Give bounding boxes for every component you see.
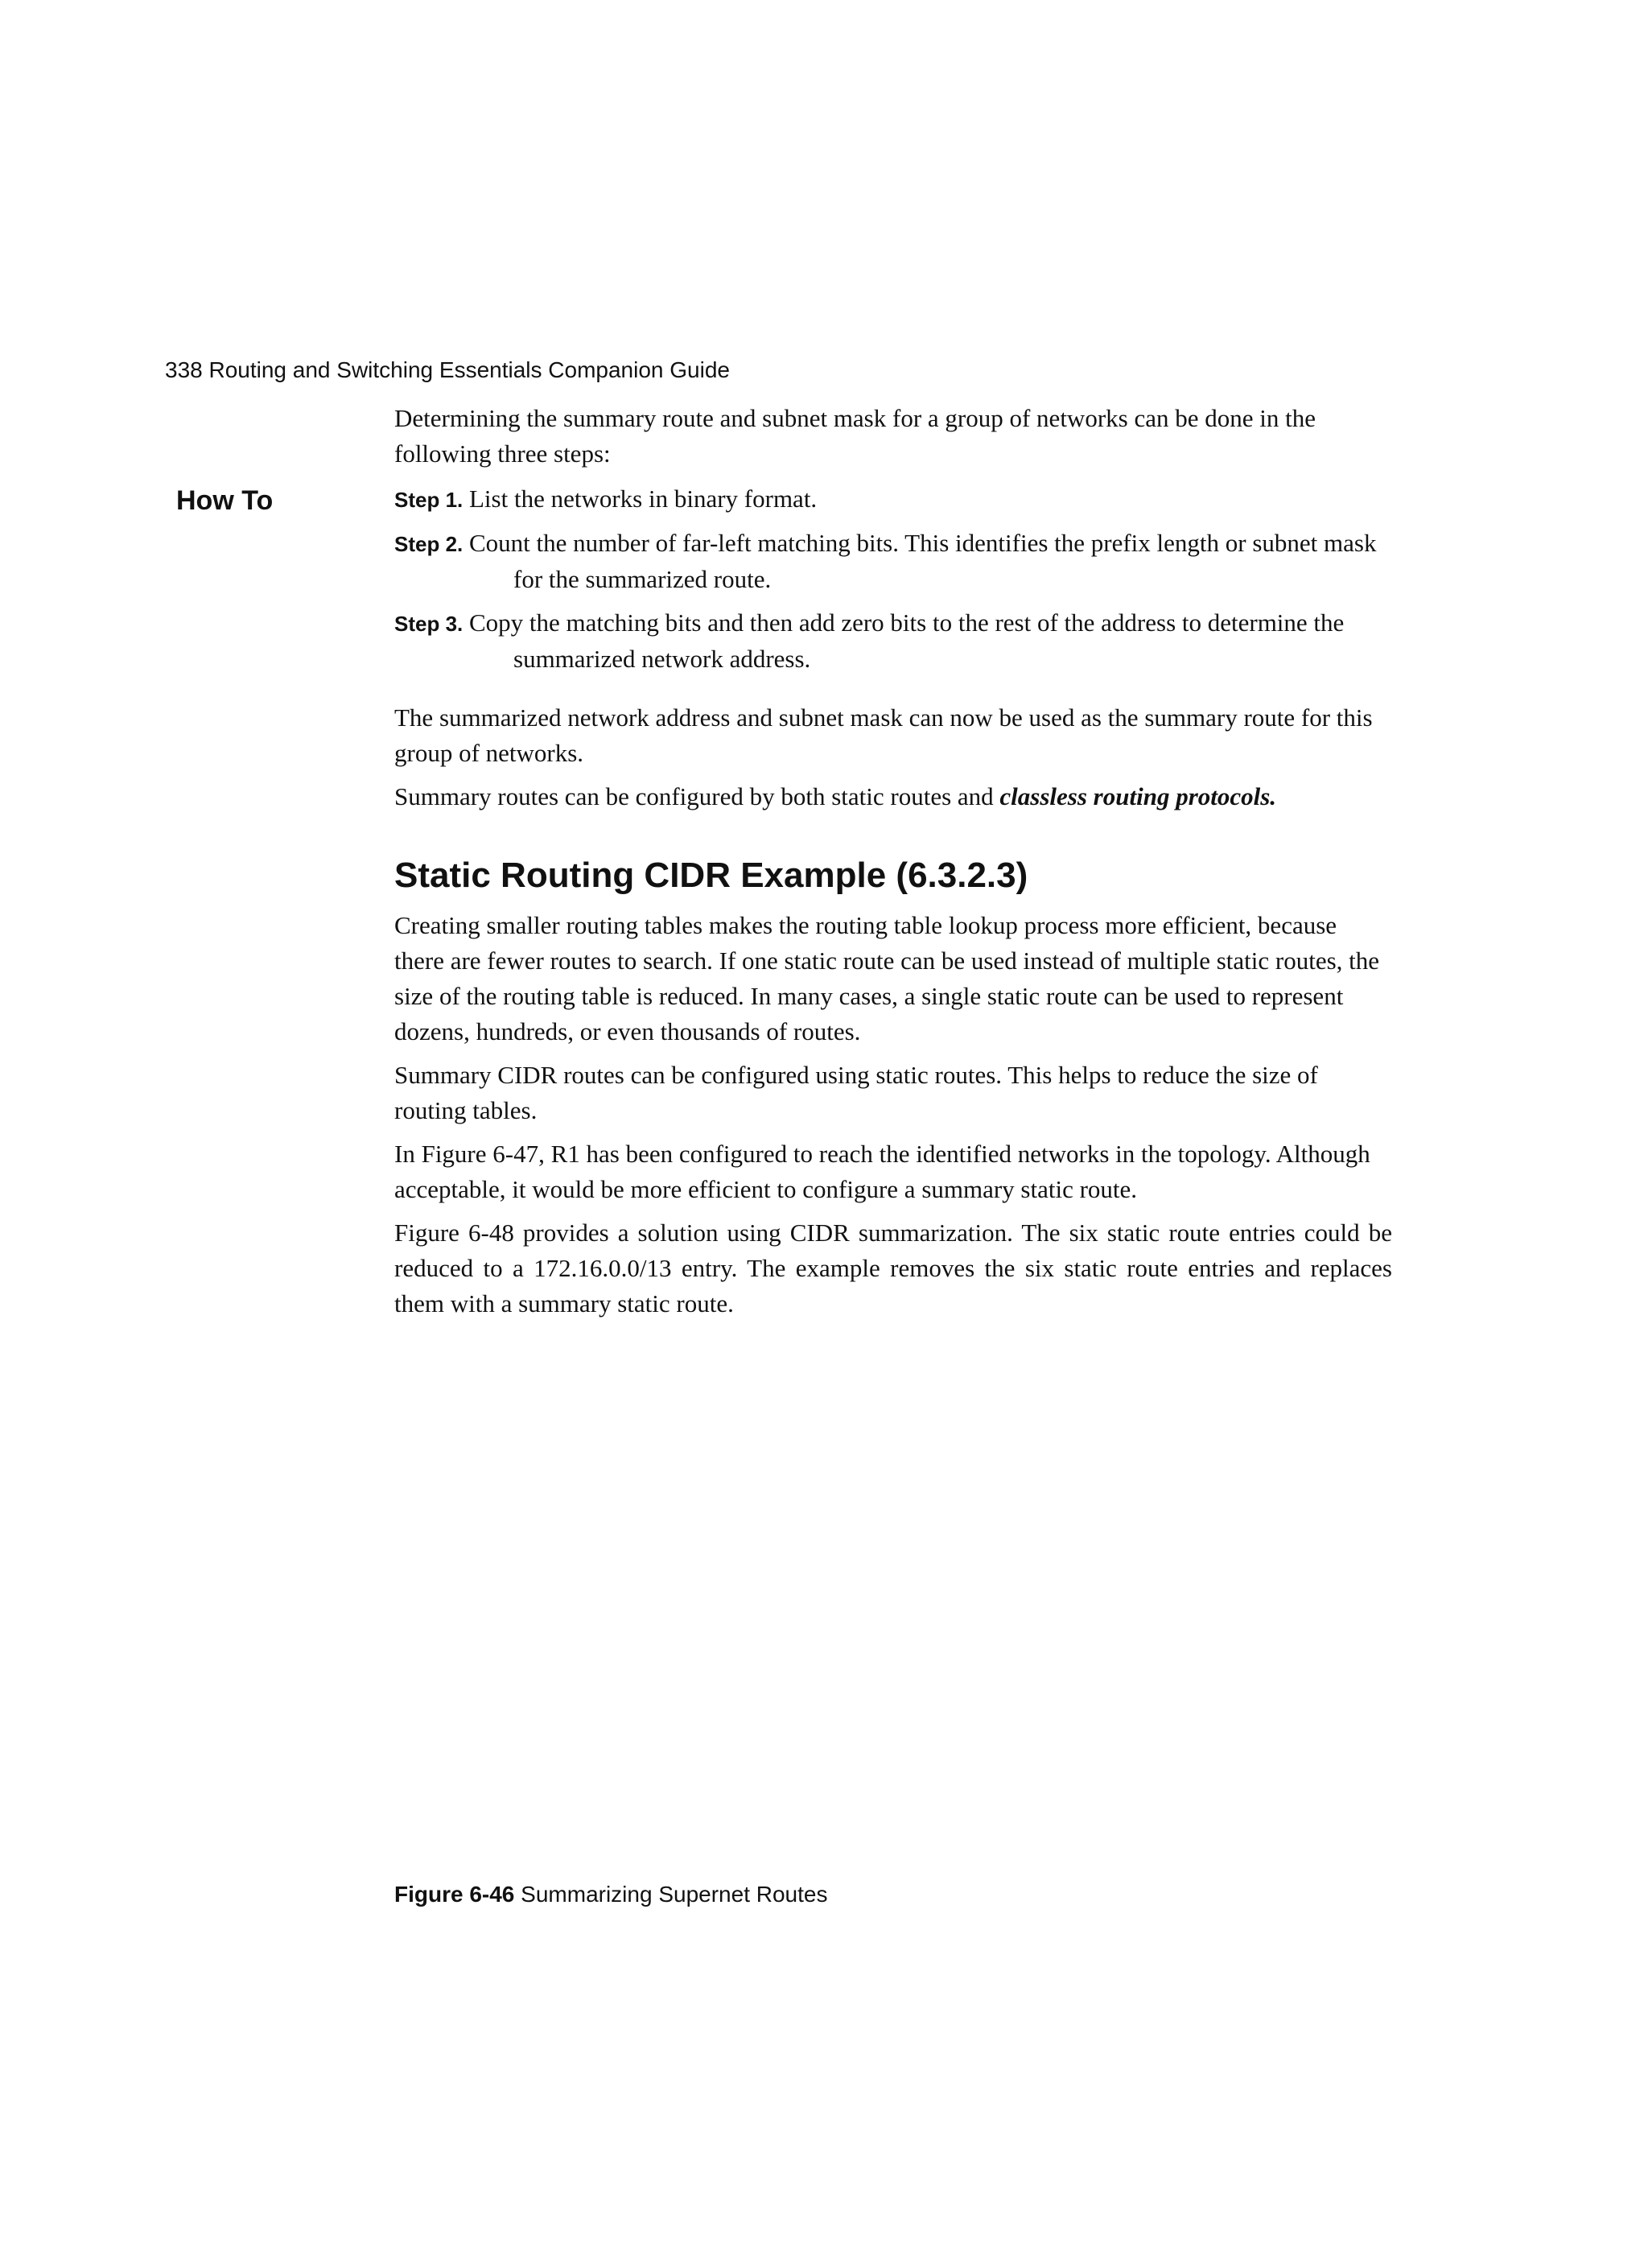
section-heading: Static Routing CIDR Example (6.3.2.3): [394, 856, 1028, 895]
body-paragraph: Summary CIDR routes can be configured using static routes. This helps to reduce the size of routing tables.: [394, 1061, 1318, 1124]
body-paragraph: Creating smaller routing tables makes the routing table lookup process more efficient, because there are fewer routes to search. If one static route can be used instead of multiple static routes, the size of the routing table is reduced. In many cases, a single static route can be used to represent dozens, hundreds, or even thousands of routes.: [394, 911, 1380, 1045]
step-text: List the networks in binary format.: [469, 485, 818, 513]
step-label: Step 3.: [394, 612, 464, 636]
figure-label: Figure 6-46: [394, 1882, 515, 1907]
steps-list: [394, 481, 1392, 685]
step-item: [394, 481, 1392, 518]
step-item: [394, 605, 1392, 677]
body-paragraph: In Figure 6-47, R1 has been configured to reach the identified networks in the topology. Although acceptable, it would be more efficient to configure a summary static route.: [394, 1140, 1370, 1203]
emphasized-term: classless routing protocols.: [999, 782, 1277, 810]
summary-paragraph: The summarized network address and subnet mask can now be used as the summary route for this group of networks.: [394, 703, 1373, 767]
section-body: [394, 908, 1392, 1330]
summary-routes-paragraph: [394, 779, 1392, 814]
intro-paragraph: Determining the summary route and subnet mask for a group of networks can be done in the following three steps:: [394, 404, 1316, 468]
intro-block: [394, 401, 1392, 480]
step-label: Step 1.: [394, 488, 464, 512]
step-text: Count the number of far-left matching bits. This identifies the prefix length or subnet mask for the summarized route.: [469, 529, 1377, 593]
body-paragraph: Figure 6-48 provides a solution using CIDR summarization. The six static route entries could be reduced to a 172.16.0.0/13 entry. The example removes the six static route entries and replaces them with a summary static route.: [394, 1219, 1392, 1318]
step-label: Step 2.: [394, 532, 464, 556]
figure-title: Summarizing Supernet Routes: [514, 1882, 828, 1907]
step-text: Copy the matching bits and then add zero bits to the rest of the address to determine the summarized network address.: [469, 608, 1345, 673]
figure-caption: [394, 1878, 827, 1911]
running-head: 338 Routing and Switching Essentials Companion Guide: [165, 357, 730, 382]
summary-routes-text: Summary routes can be configured by both static routes and: [394, 782, 1000, 810]
step-item: [394, 526, 1392, 597]
summary-block: [394, 700, 1392, 823]
how-to-label: How To: [176, 485, 274, 516]
